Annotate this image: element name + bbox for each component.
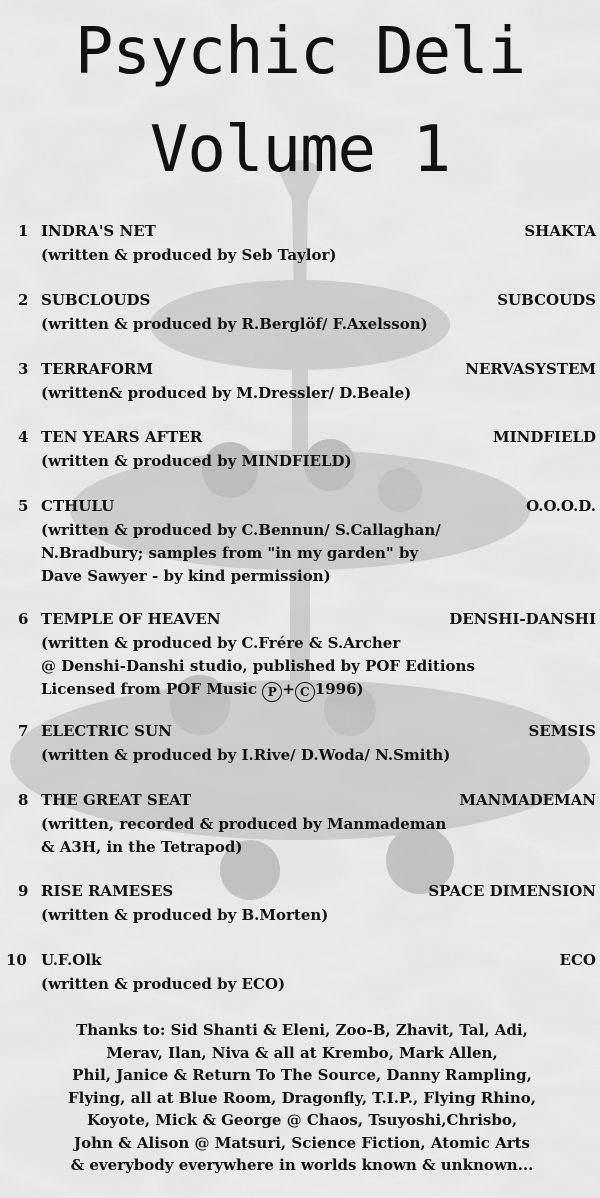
track-title: RISE RAMESES — [41, 882, 174, 900]
track-number: 1 — [18, 222, 29, 240]
track-artist: SEMSIS — [528, 722, 596, 740]
thanks-text — [16, 1019, 588, 1177]
thanks-line: & everybody everywhere in worlds known & unknown... — [70, 1156, 534, 1174]
license-plus: + — [282, 680, 295, 698]
track-number: 7 — [18, 722, 29, 740]
track-title: SUBCLOUDS — [41, 291, 151, 309]
track-title: INDRA'S NET — [41, 222, 156, 240]
album-title: Psychic Deli — [74, 15, 526, 89]
track-title: THE GREAT SEAT — [41, 791, 192, 809]
track-credit — [41, 519, 441, 588]
license-year: 1996) — [314, 680, 364, 698]
track-artist: SPACE DIMENSION — [428, 882, 596, 900]
track-credit — [41, 382, 411, 405]
credit-line: @ Denshi-Danshi studio, published by POF Editions — [41, 657, 475, 675]
track-artist: SHAKTA — [524, 222, 596, 240]
credit-line: (written & produced by ECO) — [41, 975, 286, 993]
track-artist: SUBCOUDS — [497, 291, 596, 309]
track-artist: DENSHI-DANSHI — [449, 610, 596, 628]
track-credit — [41, 244, 336, 267]
thanks-line: Koyote, Mick & George @ Chaos, Tsuyoshi,Chrisbo, — [86, 1111, 518, 1129]
track-number: 6 — [18, 610, 29, 628]
thanks-line: Merav, Ilan, Niva & all at Krembo, Mark Allen, — [106, 1043, 498, 1062]
credit-line: (written & produced by Seb Taylor) — [41, 246, 337, 264]
credit-line: (written & produced by C.Bennun/ S.Callaghan/ — [41, 521, 441, 539]
thanks-line: Phil, Janice & Return To The Source, Danny Rampling, — [72, 1066, 532, 1084]
thanks-line: Thanks to: Sid Shanti & Eleni, Zoo-B, Zhavit, Tal, Adi, — [76, 1021, 528, 1039]
phonogram-symbol: P — [262, 682, 282, 702]
credit-line: (written & produced by B.Morten) — [41, 906, 329, 924]
license-line — [41, 678, 475, 702]
track-credit — [41, 313, 428, 336]
credit-line: (written & produced by R.Berglöf/ F.Axelsson) — [41, 315, 428, 333]
track-artist: NERVASYSTEM — [465, 360, 596, 378]
track-title: U.F.Olk — [41, 951, 102, 969]
album-subtitle: Volume 1 — [149, 113, 451, 187]
track-credit — [41, 744, 450, 767]
track-title: ELECTRIC SUN — [41, 722, 172, 740]
track-credit — [41, 632, 475, 702]
track-artist: O.O.O.D. — [526, 497, 596, 515]
credit-line: N.Bradbury; samples from "in my garden" by — [41, 544, 419, 562]
credit-line: (written & produced by I.Rive/ D.Woda/ N.Smith) — [41, 746, 451, 764]
credit-line: (written, recorded & produced by Manmademan — [41, 815, 447, 833]
track-artist: MINDFIELD — [493, 428, 596, 446]
track-number: 10 — [6, 951, 27, 969]
license-prefix: Licensed from POF Music — [41, 680, 257, 698]
track-credit — [41, 904, 328, 927]
credit-line: & A3H, in the Tetrapod) — [41, 838, 243, 856]
track-artist: ECO — [559, 951, 596, 969]
copyright-symbol: C — [295, 682, 315, 702]
track-title: TEMPLE OF HEAVEN — [41, 610, 221, 628]
track-credit — [41, 813, 446, 859]
track-artist: MANMADEMAN — [459, 791, 596, 809]
thanks-line: Flying, all at Blue Room, Dragonfly, T.I.P., Flying Rhino, — [67, 1088, 537, 1107]
credit-line: (written & produced by MINDFIELD) — [41, 452, 352, 470]
track-credit — [41, 973, 285, 996]
track-number: 3 — [18, 360, 29, 378]
track-title: TEN YEARS AFTER — [41, 428, 203, 446]
credit-line: (written& produced by M.Dressler/ D.Beale) — [41, 384, 412, 402]
track-title: TERRAFORM — [41, 360, 153, 378]
track-title: CTHULU — [41, 497, 115, 515]
credit-line: (written & produced by C.Frére & S.Archer — [41, 634, 401, 652]
track-number: 8 — [18, 791, 29, 809]
credit-line: Dave Sawyer - by kind permission) — [41, 567, 331, 585]
track-number: 5 — [18, 497, 29, 515]
track-number: 9 — [18, 882, 29, 900]
track-number: 2 — [18, 291, 29, 309]
thanks-line: John & Alison @ Matsuri, Science Fiction, Atomic Arts — [73, 1133, 530, 1152]
track-credit — [41, 450, 352, 473]
track-number: 4 — [18, 428, 29, 446]
